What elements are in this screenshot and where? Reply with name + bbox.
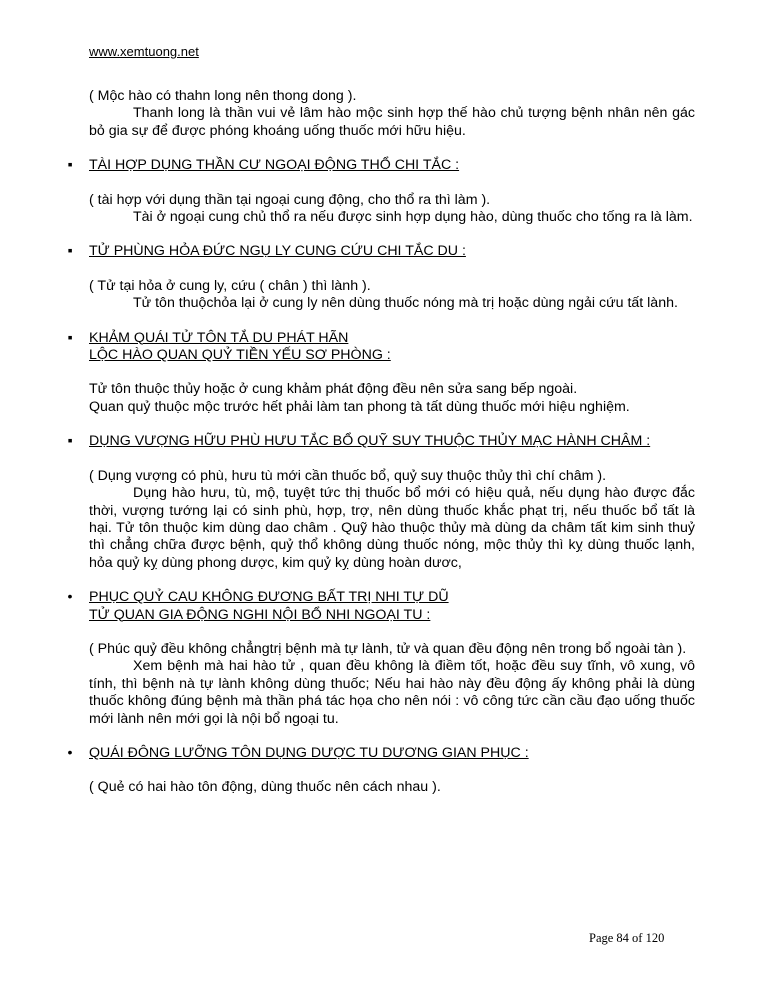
paragraph-body: Xem bệnh mà hai hào tử , quan đều không là điềm tốt, hoặc đều suy tĩnh, vô xung, vô tính, thì bệnh nà tự lành không dùng thuốc; Nếu hai hào này đều động ấy không phải là dùng thuốc không đúng bệnh mà thần phá tác họa cho nên nói : vô công tức cần cầu đạo uống thuốc mới lành nên mới gọi là nội bổ ngoại tu.	[89, 658, 695, 727]
square-bullet-icon: ▪	[67, 243, 73, 260]
document-body	[67, 88, 695, 797]
section-heading: ▪ DỤNG VƯỢNG HỮU PHÙ HƯU TẮC BỔ QUỸ SUY THUỘC THỦY MẠC HÀNH CHÂM :	[89, 433, 695, 450]
paragraph-note: ( Dụng vượng có phù, hưu tù mới cần thuốc bổ, quỷ suy thuộc thủy thì chí châm ).	[89, 467, 607, 484]
paragraph-body: Dụng hào hưu, tù, mộ, tuyệt tức thị thuốc bổ mới có hiệu quả, nếu dụng hào được đắc thời, vượng tướng lại có sinh phù, hợp, trợ, nên dùng thuốc khắc phạt trị, nếu thuốc bổ tất là hại. Tử tôn thuộc kim dùng dao châm . Quỹ hào thuộc thủy mà dùng da châm tất kim sinh thuỷ thì chẳng chữa được bệnh, quỷ thổ không dùng thuốc nóng, mộc thủy thì kỵ dùng thuốc lạnh, hỏa quỷ kỵ dùng phong dược, kim quỷ kỵ dùng hoàn dươc,	[89, 485, 695, 571]
square-bullet-icon: ▪	[67, 157, 73, 174]
site-url[interactable]: www.xemtuong.net	[89, 44, 199, 59]
paragraph-body: Tử tôn thuộc thủy hoặc ở cung khảm phát động đều nên sửa sang bếp ngoài.	[89, 381, 578, 398]
round-bullet-icon: •	[67, 589, 73, 606]
paragraph-body: Tử tôn thuộchỏa lại ở cung ly nên dùng thuốc nóng mà trị hoặc dùng ngải cứu tất lành.	[133, 295, 678, 312]
section-heading: ▪ TỬ PHÙNG HỎA ĐỨC NGỤ LY CUNG CỨU CHI TẮC DU :	[89, 243, 695, 260]
square-bullet-icon: ▪	[67, 433, 73, 450]
page-number: Page 84 of 120	[589, 931, 665, 945]
section-heading: ▪ KHẢM QUÁI TỬ TÔN TẮ DU PHÁT HÃN LỘC HÀO QUAN QUỶ TIỀN YẾU SƠ PHÒNG :	[89, 330, 695, 365]
section-heading: • PHỤC QUỶ CAU KHÔNG ĐƯƠNG BẤT TRỊ NHI TỰ DŨ TỬ QUAN GIA ĐỘNG NGHI NỘI BỔ NHI NGOẠI TU :	[89, 589, 695, 624]
paragraph-body: Tài ở ngoại cung chủ thổ ra nếu được sinh hợp dụng hào, dùng thuốc cho tống ra là làm.	[133, 209, 693, 226]
section-heading: • QUÁI ĐÔNG LƯỠNG TÔN DỤNG DƯỢC TU DƯƠNG GIAN PHỤC :	[89, 745, 695, 762]
paragraph-note: ( Phúc quỷ đều không chẳngtrị bệnh mà tự lành, tử và quan đều động nên trong bổ ngoài tàn ).	[89, 640, 687, 657]
square-bullet-icon: ▪	[67, 329, 73, 346]
paragraph-body: Thanh long là thần vui vẻ lâm hào mộc sinh hợp thế hào chủ tượng bệnh nhân nên gác bỏ gia sự để được phóng khoáng uống thuốc mới hữu hiệu.	[89, 105, 695, 139]
round-bullet-icon: •	[67, 744, 73, 761]
paragraph-note: ( Tử tại hỏa ở cung ly, cứu ( chân ) thì lành ).	[89, 277, 371, 294]
section-heading: ▪ TÀI HỢP DỤNG THẦN CƯ NGOẠI ĐỘNG THỔ CHI TẮC :	[89, 157, 695, 174]
paragraph-note: ( tài hợp với dụng thần tại ngoại cung động, cho thổ ra thì làm ).	[89, 191, 491, 208]
paragraph-body: Quan quỷ thuộc mộc trước hết phải làm tan phong tà tất dùng thuốc mới hiệu nghiệm.	[89, 398, 630, 415]
paragraph-note: ( Quẻ có hai hào tôn động, dùng thuốc nên cách nhau ).	[89, 779, 441, 796]
paragraph-note: ( Mộc hào có thahn long nên thong dong ).	[89, 88, 357, 104]
